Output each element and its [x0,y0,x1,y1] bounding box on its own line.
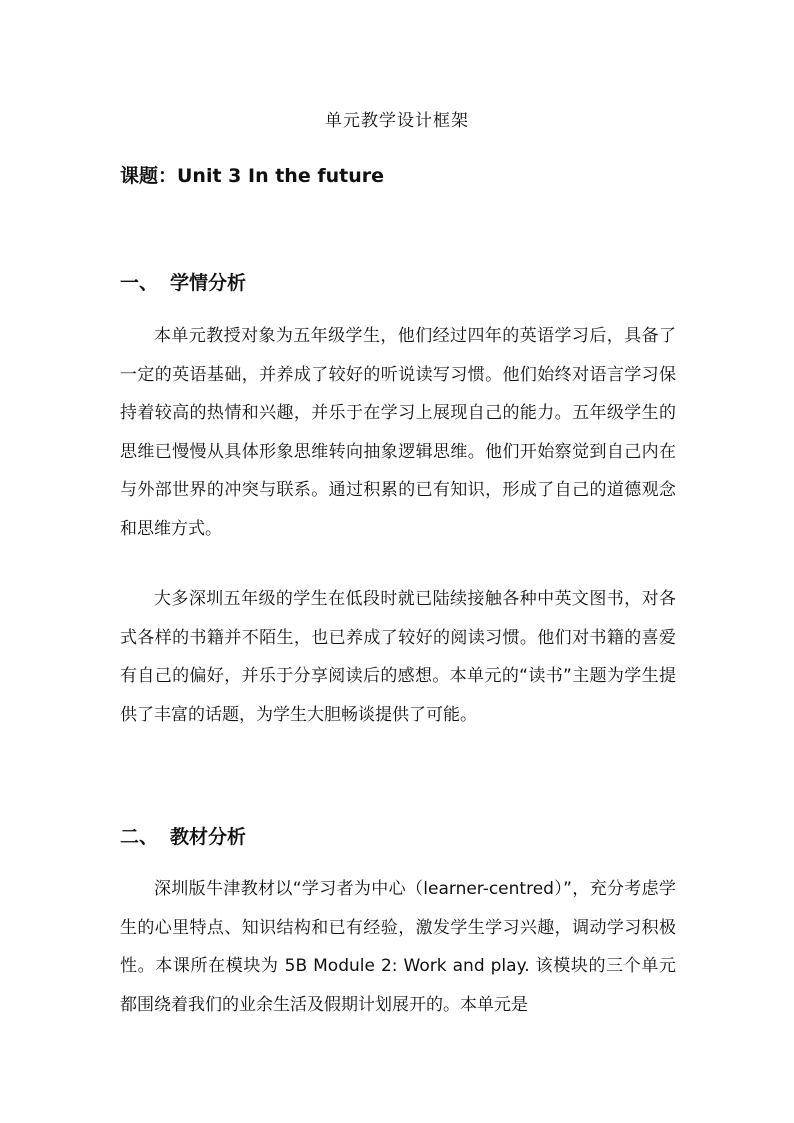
section-title: 教材分析 [170,826,247,848]
document-title: 单元教学设计框架 [325,111,469,131]
section-number: 一、 [120,272,159,294]
section-title: 学情分析 [170,272,247,294]
section-heading-learner-analysis [120,268,246,295]
textbook-analysis-paragraph-1: 深圳版牛津教材以“学习者为中心（learner-centred）”，充分考虑学生的心里特点、知识结构和已有经验，激发学生学习兴趣，调动学习积极性。本课所在模块为 5B Module 2: Work and play. 该模块的三个单元都围绕着我们的业余生活及假期计划展开的。本单元是 [120,879,676,1015]
section-number: 二、 [120,826,159,848]
learner-analysis-paragraph-2: 大多深圳五年级的学生在低段时就已陆续接触各种中英文图书，对各式各样的书籍并不陌生，也已养成了较好的阅读习惯。他们对书籍的喜爱有自己的偏好，并乐于分享阅读后的感想。本单元的“读书”主题为学生提供了丰富的话题，为学生大胆畅谈提供了可能。 [120,589,676,725]
learner-analysis-paragraph-1: 本单元教授对象为五年级学生，他们经过四年的英语学习后，具备了一定的英语基础，并养成了较好的听说读写习惯。他们始终对语言学习保持着较高的热情和兴趣，并乐于在学习上展现自己的能力。五年级学生的思维已慢慢从具体形象思维转向抽象逻辑思维。他们开始察觉到自己内在与外部世界的冲突与联系。通过积累的已有知识，形成了自己的道德观念和思维方式。 [120,326,676,539]
section-heading-textbook-analysis [120,822,246,849]
lesson-subject: 课题：Unit 3 In the future [120,165,384,187]
